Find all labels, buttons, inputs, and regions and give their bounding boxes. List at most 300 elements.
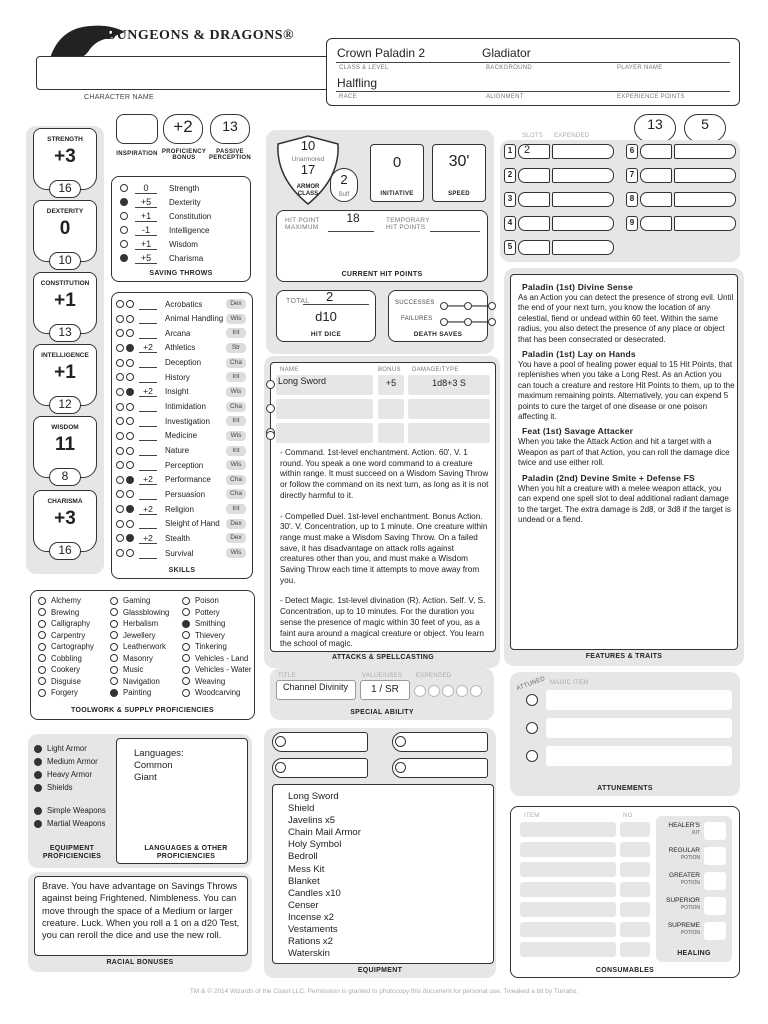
tool-item[interactable] xyxy=(110,665,143,674)
expertise-dot[interactable] xyxy=(116,373,124,381)
attuned-dot[interactable] xyxy=(526,750,538,762)
tool-dot[interactable] xyxy=(182,666,190,674)
saving-throw-constitution[interactable] xyxy=(120,209,250,223)
buff-label: Buff xyxy=(338,192,350,198)
attack-bonus-field[interactable] xyxy=(378,399,404,419)
equip-prof-item[interactable] xyxy=(34,757,98,766)
potion-count-field[interactable] xyxy=(704,922,726,940)
consumable-item-field[interactable] xyxy=(520,942,616,957)
xp-label: EXPERIENCE POINTS xyxy=(617,94,685,100)
language-item: Giant xyxy=(134,772,157,783)
background-value[interactable]: Gladiator xyxy=(482,46,531,60)
tool-item[interactable] xyxy=(182,608,220,617)
saving-throw-intelligence[interactable] xyxy=(120,223,250,237)
expertise-dot[interactable] xyxy=(116,476,124,484)
skill-row[interactable] xyxy=(116,297,252,311)
tool-dot[interactable] xyxy=(38,689,46,697)
tool-dot[interactable] xyxy=(182,643,190,651)
coin-field[interactable] xyxy=(272,758,368,778)
consumable-count-field[interactable] xyxy=(620,942,650,957)
attack-prep-dot[interactable] xyxy=(266,380,275,389)
expended-field[interactable] xyxy=(552,240,614,255)
tool-item[interactable] xyxy=(110,677,160,686)
expended-label: EXPENDED xyxy=(554,133,590,139)
special-expended-dot[interactable] xyxy=(442,685,454,697)
feature-body: When you take the Attack Action and hit a target with a Weapon as part of that Action, you can roll the damage dice twice and use either roll. xyxy=(518,437,730,468)
skill-ability: Cha xyxy=(226,489,246,499)
background-label: BACKGROUND xyxy=(486,65,533,71)
skill-row[interactable] xyxy=(116,473,252,487)
consumable-count-field[interactable] xyxy=(620,882,650,897)
equip-prof-dot[interactable] xyxy=(34,784,42,792)
consumable-count-field[interactable] xyxy=(620,822,650,837)
tool-name: Navigation xyxy=(123,676,160,686)
tool-dot[interactable] xyxy=(38,620,46,628)
special-uses-header: VALUE/USES xyxy=(362,673,403,679)
ability-name: CONSTITUTION xyxy=(40,280,90,287)
tool-item[interactable] xyxy=(182,688,240,697)
failure-3[interactable] xyxy=(488,318,496,326)
proficiency-dot[interactable] xyxy=(126,490,134,498)
slots-field[interactable] xyxy=(518,192,550,207)
skill-row[interactable] xyxy=(116,517,252,531)
tool-dot[interactable] xyxy=(110,620,118,628)
proficiency-dot[interactable] xyxy=(120,198,128,206)
skill-row[interactable] xyxy=(116,341,252,355)
ability-score[interactable]: 13 xyxy=(49,324,81,342)
tool-dot[interactable] xyxy=(110,597,118,605)
skill-row[interactable] xyxy=(116,400,252,414)
skill-ability: Int xyxy=(226,328,246,338)
tool-name: Vehicles - Land xyxy=(195,653,249,663)
success-3[interactable] xyxy=(488,302,496,310)
slots-field[interactable] xyxy=(518,240,550,255)
footer-text: TM & © 2014 Wizards of the Coast LLC. Permission is granted to photocopy this document for personal use. Tweaked a bit by Turrabo. xyxy=(189,988,579,995)
failure-2[interactable] xyxy=(464,318,472,326)
expertise-dot[interactable] xyxy=(116,388,124,396)
tool-dot[interactable] xyxy=(182,608,190,616)
feature-title: Paladin (1st) Lay on Hands xyxy=(522,349,636,360)
tool-item[interactable] xyxy=(182,665,251,674)
tool-dot[interactable] xyxy=(182,620,190,628)
potion-count-field[interactable] xyxy=(704,897,726,915)
attack-name-field[interactable] xyxy=(276,423,373,443)
ability-score[interactable]: 8 xyxy=(49,468,81,486)
tool-dot[interactable] xyxy=(110,631,118,639)
spell-save-dc-value: 13 xyxy=(647,116,663,132)
ability-score[interactable]: 16 xyxy=(49,542,81,560)
character-name-field[interactable] xyxy=(36,56,336,90)
expertise-dot[interactable] xyxy=(116,403,124,411)
attack-damage-field[interactable] xyxy=(408,423,490,443)
special-expended-dot[interactable] xyxy=(428,685,440,697)
equip-prof-dot[interactable] xyxy=(34,820,42,828)
tool-dot[interactable] xyxy=(110,654,118,662)
tool-dot[interactable] xyxy=(182,677,190,685)
saving-throw-name: Strength xyxy=(169,183,200,193)
ability-modifier[interactable]: +3 xyxy=(54,508,76,529)
tool-dot[interactable] xyxy=(182,689,190,697)
proficiency-dot[interactable] xyxy=(126,447,134,455)
equip-prof-item[interactable] xyxy=(34,819,105,828)
tool-item[interactable] xyxy=(182,677,225,686)
consumable-item-field[interactable] xyxy=(520,862,616,877)
proficiency-dot[interactable] xyxy=(120,184,128,192)
magic-item-field[interactable] xyxy=(546,746,732,766)
tool-name: Painting xyxy=(123,688,152,697)
tool-item[interactable] xyxy=(110,654,153,663)
consumable-count-field[interactable] xyxy=(620,862,650,877)
proficiency-dot[interactable] xyxy=(126,461,134,469)
tool-dot[interactable] xyxy=(38,666,46,674)
coin-icon xyxy=(395,762,406,773)
tool-item[interactable] xyxy=(182,631,225,640)
skill-row[interactable] xyxy=(116,546,252,560)
consumable-count-field[interactable] xyxy=(620,842,650,857)
proficiency-dot[interactable] xyxy=(126,344,134,352)
ability-score[interactable]: 12 xyxy=(49,396,81,414)
expertise-dot[interactable] xyxy=(116,417,124,425)
proficiency-dot[interactable] xyxy=(126,300,134,308)
slots-field[interactable] xyxy=(640,192,672,207)
no-header: NO xyxy=(623,813,633,819)
consumable-item-field[interactable] xyxy=(520,922,616,937)
proficiency-dot[interactable] xyxy=(126,403,134,411)
potion-type: KIT xyxy=(692,830,700,836)
tool-item[interactable] xyxy=(110,596,150,605)
tool-item[interactable] xyxy=(38,619,90,628)
tool-dot[interactable] xyxy=(38,631,46,639)
special-label: SPECIAL ABILITY xyxy=(350,709,414,716)
tool-dot[interactable] xyxy=(182,654,190,662)
skill-row[interactable] xyxy=(116,429,252,443)
hd-total-label: TOTAL xyxy=(286,298,310,305)
expended-field[interactable] xyxy=(674,168,736,183)
slots-field[interactable] xyxy=(640,216,672,231)
attack-prep-dot[interactable] xyxy=(266,431,275,440)
tool-dot[interactable] xyxy=(110,666,118,674)
expended-field[interactable] xyxy=(674,192,736,207)
expertise-dot[interactable] xyxy=(116,490,124,498)
slots-field[interactable] xyxy=(518,216,550,231)
tool-item[interactable] xyxy=(182,654,248,663)
consumables-label: CONSUMABLES xyxy=(595,967,655,974)
proficiency-dot[interactable] xyxy=(126,520,134,528)
skill-ability: Int xyxy=(226,416,246,426)
spell-level-5: 5 xyxy=(504,240,516,255)
expertise-dot[interactable] xyxy=(116,300,124,308)
spell-level-7: 7 xyxy=(626,168,638,183)
skill-row[interactable] xyxy=(116,502,252,516)
skill-row[interactable] xyxy=(116,444,252,458)
tool-item[interactable] xyxy=(110,688,151,697)
equipment-item: Vestaments xyxy=(288,924,338,936)
racial-text: Brave. You have advantage on Savings Throws against being Frightened. Nimbleness. You can move through the space of a Medium or larger creature. Luck. When you roll a 1 on a d20 Test, you can reroll the dice and use the new roll. xyxy=(42,881,240,941)
ability-name: INTELLIGENCE xyxy=(41,352,89,359)
tool-item[interactable] xyxy=(38,677,81,686)
tool-item[interactable] xyxy=(110,631,156,640)
tool-name: Cookery xyxy=(51,665,81,674)
slot-1-value: 2 xyxy=(524,144,531,156)
logo-text: DUNGEONS & DRAGONS® xyxy=(106,28,294,43)
expertise-dot[interactable] xyxy=(116,534,124,542)
coin-field[interactable] xyxy=(272,732,368,752)
tool-item[interactable] xyxy=(38,608,79,617)
equipment-item: Long Sword xyxy=(288,791,339,802)
tool-name: Gaming xyxy=(123,596,151,605)
proficiency-dot[interactable] xyxy=(120,240,128,248)
tool-item[interactable] xyxy=(38,654,82,663)
consumable-item-field[interactable] xyxy=(520,822,616,837)
skill-value: +2 xyxy=(139,533,157,544)
consumable-item-field[interactable] xyxy=(520,842,616,857)
atk-name-header: NAME xyxy=(280,367,299,373)
player-name-label: PLAYER NAME xyxy=(617,65,663,71)
tool-dot[interactable] xyxy=(38,643,46,651)
tool-name: Music xyxy=(123,665,144,674)
ability-modifier[interactable]: +3 xyxy=(54,146,76,167)
skill-row[interactable] xyxy=(116,531,252,545)
equipment-label: EQUIPMENT xyxy=(357,967,403,974)
ability-modifier[interactable]: +1 xyxy=(54,362,76,383)
special-expended-dot[interactable] xyxy=(414,685,426,697)
saving-throw-name: Intelligence xyxy=(169,225,210,235)
languages-title: Languages: xyxy=(134,748,184,759)
tool-dot[interactable] xyxy=(38,608,46,616)
slots-field[interactable] xyxy=(640,168,672,183)
expertise-dot[interactable] xyxy=(116,315,124,323)
attuned-dot[interactable] xyxy=(526,694,538,706)
skill-row[interactable] xyxy=(116,385,252,399)
skill-row[interactable] xyxy=(116,487,252,501)
success-2[interactable] xyxy=(464,302,472,310)
expertise-dot[interactable] xyxy=(116,447,124,455)
expertise-dot[interactable] xyxy=(116,461,124,469)
equip-prof-dot[interactable] xyxy=(34,771,42,779)
tool-item[interactable] xyxy=(110,642,166,651)
attuned-header: ATTUNED xyxy=(515,676,547,692)
expended-field[interactable] xyxy=(552,216,614,231)
equip-prof-name: Heavy Armor xyxy=(47,770,93,779)
potion-count-field[interactable] xyxy=(704,847,726,865)
saving-throw-wisdom[interactable] xyxy=(120,237,250,251)
proficiency-dot[interactable] xyxy=(126,534,134,542)
attack-damage-field[interactable] xyxy=(408,399,490,419)
tool-dot[interactable] xyxy=(182,597,190,605)
skill-value xyxy=(139,518,157,529)
potion-name: REGULAR xyxy=(668,847,700,854)
equip-prof-item[interactable] xyxy=(34,770,92,779)
equip-prof-dot[interactable] xyxy=(34,807,42,815)
consumable-item-field[interactable] xyxy=(520,882,616,897)
tool-item[interactable] xyxy=(38,688,78,697)
equipment-item: Mess Kit xyxy=(288,863,325,875)
tool-dot[interactable] xyxy=(110,643,118,651)
spell-level-3: 3 xyxy=(504,192,516,207)
expertise-dot[interactable] xyxy=(116,329,124,337)
tool-item[interactable] xyxy=(110,619,158,628)
magic-item-field[interactable] xyxy=(546,690,732,710)
magic-item-header: MAGIC ITEM xyxy=(550,680,589,686)
tool-name: Poison xyxy=(195,596,219,605)
proficiency-dot[interactable] xyxy=(126,373,134,381)
attack-prep-dot[interactable] xyxy=(266,404,275,413)
tool-name: Glassblowing xyxy=(123,607,170,617)
equipment-item: Waterskin xyxy=(288,948,330,960)
attack-bonus-field[interactable] xyxy=(378,423,404,443)
expended-field[interactable] xyxy=(552,168,614,183)
tool-name: Disguise xyxy=(51,676,81,686)
proficiency-dot[interactable] xyxy=(126,329,134,337)
hd-value: d10 xyxy=(315,309,337,324)
equip-prof-item[interactable] xyxy=(34,806,106,815)
expended-field[interactable] xyxy=(674,216,736,231)
tool-dot[interactable] xyxy=(38,597,46,605)
equip-prof-item[interactable] xyxy=(34,783,73,792)
proficiency-dot[interactable] xyxy=(120,254,128,262)
spell-level-1: 1 xyxy=(504,144,516,159)
attuned-dot[interactable] xyxy=(526,722,538,734)
proficiency-dot[interactable] xyxy=(120,226,128,234)
special-expended-dot[interactable] xyxy=(456,685,468,697)
tool-dot[interactable] xyxy=(38,677,46,685)
tool-name: Vehicles - Water xyxy=(195,665,252,674)
ability-modifier[interactable]: 0 xyxy=(59,218,71,239)
hp-max-value: 18 xyxy=(346,211,360,225)
ability-score[interactable]: 10 xyxy=(49,252,81,270)
tool-item[interactable] xyxy=(182,596,219,605)
consumable-item-field[interactable] xyxy=(520,902,616,917)
class-level-value[interactable]: Crown Paladin 2 xyxy=(337,46,426,60)
coin-icon xyxy=(275,762,286,773)
saving-throw-strength[interactable] xyxy=(120,181,250,195)
potion-count-field[interactable] xyxy=(704,872,726,890)
character-name-label: CHARACTER NAME xyxy=(84,94,154,101)
slots-field[interactable] xyxy=(518,168,550,183)
failures-label: FAILURES xyxy=(401,316,433,322)
equip-prof-dot[interactable] xyxy=(34,745,42,753)
expertise-dot[interactable] xyxy=(116,549,124,557)
expended-field[interactable] xyxy=(674,144,736,159)
skill-row[interactable] xyxy=(116,414,252,428)
skill-value xyxy=(139,416,157,427)
race-value[interactable]: Halfling xyxy=(337,76,378,90)
skill-name: History xyxy=(165,372,190,382)
equip-prof-name: Martial Weapons xyxy=(47,819,106,828)
ability-modifier[interactable]: 11 xyxy=(54,434,76,455)
skill-name: Nature xyxy=(165,446,190,455)
saving-throw-dexterity[interactable] xyxy=(120,195,250,209)
skill-ability: Cha xyxy=(226,358,246,368)
expertise-dot[interactable] xyxy=(116,432,124,440)
skill-row[interactable] xyxy=(116,356,252,370)
slots-field[interactable] xyxy=(518,144,550,159)
tool-item[interactable] xyxy=(38,642,94,651)
tool-item[interactable] xyxy=(182,642,227,651)
tool-dot[interactable] xyxy=(110,677,118,685)
saving-throw-charisma[interactable] xyxy=(120,251,250,265)
ability-score[interactable]: 16 xyxy=(49,180,81,198)
expertise-dot[interactable] xyxy=(116,520,124,528)
equipment-item: Holy Symbol xyxy=(288,839,342,851)
tool-item[interactable] xyxy=(110,608,169,617)
feature-body: When you hit a creature with a melee weapon attack, you can expend one spell slot to deal additional radiant damage to the target. The extra damage is 2d8, or 3d8 if the target is undead or a fiend. xyxy=(518,483,731,524)
tool-item[interactable] xyxy=(182,619,225,628)
success-1[interactable] xyxy=(440,302,448,310)
saving-throw-value: +1 xyxy=(135,239,157,250)
proficiency-dot[interactable] xyxy=(126,388,134,396)
expertise-dot[interactable] xyxy=(116,344,124,352)
skill-row[interactable] xyxy=(116,458,252,472)
inspiration-box[interactable] xyxy=(116,114,158,144)
tool-dot[interactable] xyxy=(182,631,190,639)
tool-item[interactable] xyxy=(38,596,81,605)
speed-label: SPEED xyxy=(448,191,470,197)
tool-name: Weaving xyxy=(195,676,226,686)
proficiency-dot[interactable] xyxy=(126,476,134,484)
skill-ability: Wis xyxy=(226,460,246,470)
consumable-count-field[interactable] xyxy=(620,922,650,937)
potion-name: SUPERIOR xyxy=(666,897,700,904)
skill-row[interactable] xyxy=(116,312,252,326)
slots-field[interactable] xyxy=(640,144,672,159)
consumable-count-field[interactable] xyxy=(620,902,650,917)
tool-dot[interactable] xyxy=(110,608,118,616)
proficiency-dot[interactable] xyxy=(126,417,134,425)
spell-note: - Command. 1st-level enchantment. Action. 60'. V. 1 round. You speak a one word command to a creature within range. It must succeed on a Wisdom Saving Throw or follow the command on its next turn, as long as it is not directly harmful to it. xyxy=(280,448,489,500)
magic-item-field[interactable] xyxy=(546,718,732,738)
expertise-dot[interactable] xyxy=(116,359,124,367)
tool-dot[interactable] xyxy=(38,654,46,662)
tool-name: Forgery xyxy=(51,688,78,697)
special-expended-dot[interactable] xyxy=(470,685,482,697)
coin-field[interactable] xyxy=(392,758,488,778)
tool-name: Jewellery xyxy=(123,630,156,640)
tool-item[interactable] xyxy=(38,665,80,674)
tool-name: Herbalism xyxy=(123,619,159,628)
failure-1[interactable] xyxy=(440,318,448,326)
tool-name: Alchemy xyxy=(51,596,81,605)
skill-value xyxy=(139,328,157,339)
proficiency-dot[interactable] xyxy=(120,212,128,220)
proficiency-dot[interactable] xyxy=(126,549,134,557)
current-hp-label: CURRENT HIT POINTS xyxy=(341,271,423,278)
hit-dice-label: HIT DICE xyxy=(310,331,342,338)
feature-title: Paladin (2nd) Devine Smite + Defense FS xyxy=(522,472,695,483)
equip-prof-dot[interactable] xyxy=(34,758,42,766)
coin-field[interactable] xyxy=(392,732,488,752)
proficiency-dot[interactable] xyxy=(126,432,134,440)
attack-name-field[interactable] xyxy=(276,399,373,419)
equip-prof-item[interactable] xyxy=(34,744,87,753)
potion-count-field[interactable] xyxy=(704,822,726,840)
proficiency-dot[interactable] xyxy=(126,359,134,367)
spell-level-8: 8 xyxy=(626,192,638,207)
proficiency-dot[interactable] xyxy=(126,315,134,323)
saving-throw-name: Charisma xyxy=(169,253,204,263)
expertise-dot[interactable] xyxy=(116,505,124,513)
expended-field[interactable] xyxy=(552,144,614,159)
proficiency-dot[interactable] xyxy=(126,505,134,513)
tool-item[interactable] xyxy=(38,631,85,640)
tool-name: Calligraphy xyxy=(51,619,91,628)
expended-field[interactable] xyxy=(552,192,614,207)
skill-value xyxy=(139,372,157,383)
skill-row[interactable] xyxy=(116,370,252,384)
ability-modifier[interactable]: +1 xyxy=(54,290,76,311)
skill-row[interactable] xyxy=(116,326,252,340)
tool-dot[interactable] xyxy=(110,689,118,697)
